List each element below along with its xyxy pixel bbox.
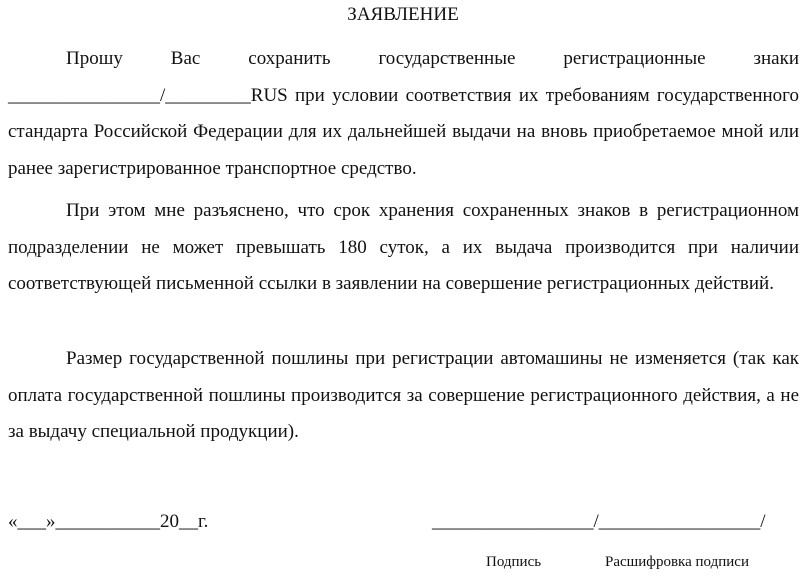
paragraph-fee: Размер государственной пошлины при регистрации автомашины не изменяется (так как оплата государственной пошлины производится за совершение регистрационного действия, а не за выдачу специальной продукции). [8, 348, 799, 442]
date-field: «___»___________20__г. [8, 511, 209, 532]
signature-decoding-label: Расшифровка подписи [605, 554, 749, 570]
document-title: ЗАЯВЛЕНИЕ [347, 4, 459, 25]
paragraph-request: Прошу Вас сохранить государственные регистрационные знаки ________________/_________RUS при условии соответствия их требованиям государственного стандарта Российской Федерации для их дальнейшей выдачи на вновь приобретаемое мной или ранее зарегистрированное транспортное средство. [8, 48, 799, 179]
signature-field: _________________/_________________/ [432, 511, 766, 532]
paragraph-storage-term: При этом мне разъяснено, что срок хранения сохраненных знаков в регистрационном подразделении не может превышать 180 суток, а их выдача производится при наличии соответствующей письменной ссылки в заявлении на совершение регистрационных действий. [8, 200, 799, 294]
signature-label: Подпись [486, 554, 542, 570]
